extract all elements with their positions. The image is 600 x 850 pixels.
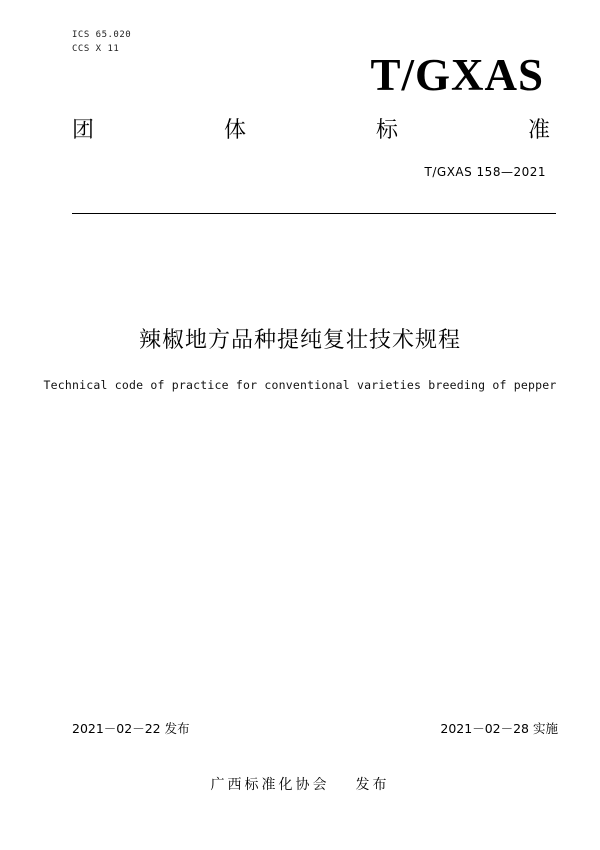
document-title-chinese: 辣椒地方品种提纯复壮技术规程	[138, 328, 461, 353]
standard-type-char: 团	[72, 118, 95, 143]
standard-type-char: 标	[375, 118, 398, 143]
header-divider	[72, 213, 556, 214]
ics-code: ICS 65.020	[72, 30, 132, 40]
document-title-english: Technical code of practice for conventional varieties breeding of pepper	[43, 378, 557, 392]
publisher-name: 广西标准化协会	[210, 777, 330, 793]
issue-date: 2021－02－22 发布	[72, 721, 190, 736]
standard-type	[72, 117, 550, 145]
organization-standard-code: T/GXAS	[370, 50, 544, 100]
standard-type-char: 准	[527, 118, 550, 143]
publish-label: 发布	[355, 777, 390, 793]
publisher-line	[0, 774, 600, 794]
standard-type-char: 体	[223, 118, 246, 143]
ccs-code: CCS X 11	[72, 44, 120, 54]
standard-number: T/GXAS 158—2021	[424, 165, 546, 179]
implementation-date: 2021－02－28 实施	[440, 721, 558, 736]
